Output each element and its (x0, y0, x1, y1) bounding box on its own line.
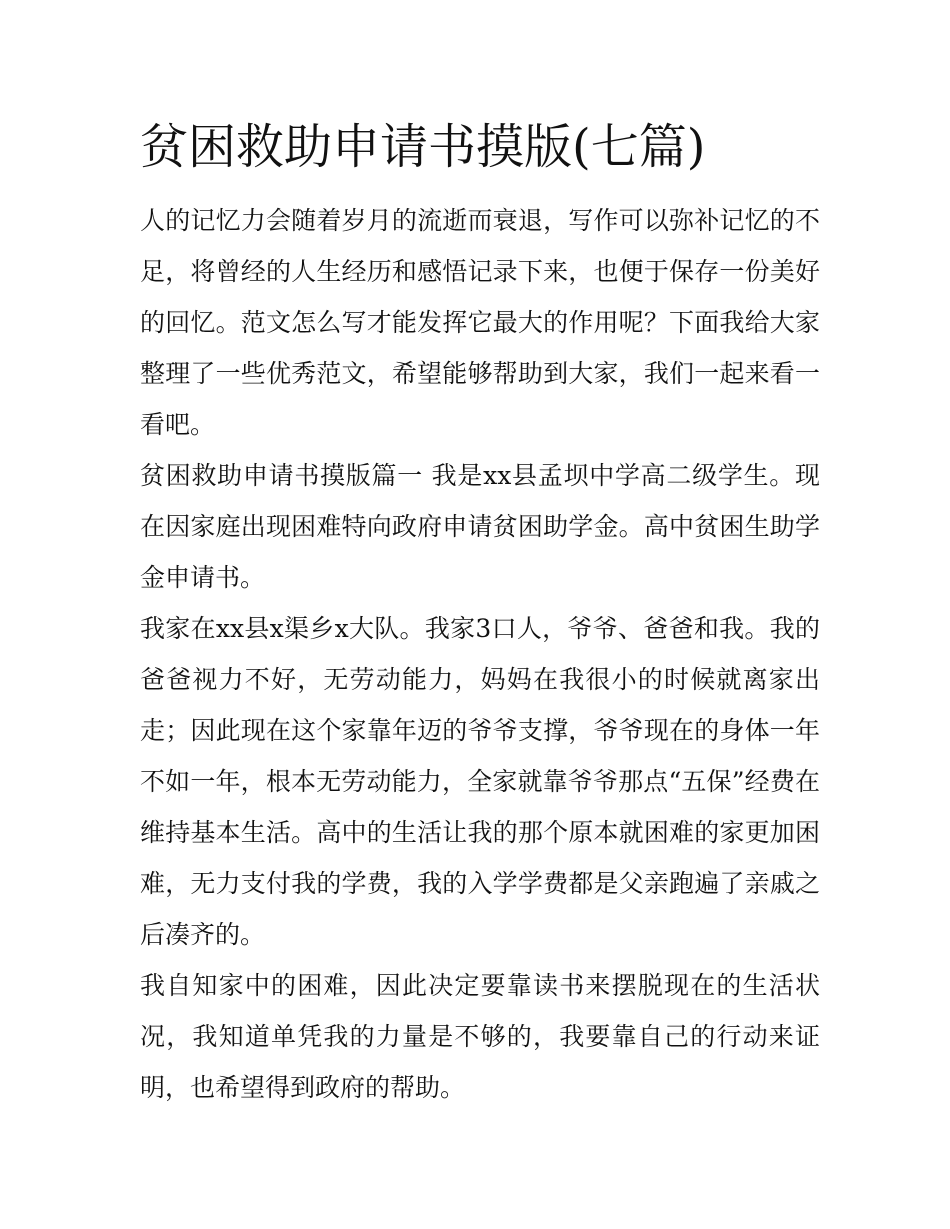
paragraph-intro: 人的记忆力会随着岁月的流逝而衰退，写作可以弥补记忆的不足，将曾经的人生经历和感悟记录下来，也便于保存一份美好的回忆。范文怎么写才能发挥它最大的作用呢？下面我给大家整理了一些优秀范文，希望能够帮助到大家，我们一起来看一看吧。 (140, 206, 820, 439)
paragraph-1: 贫困救助申请书摸版篇一 我是xx县孟坝中学高二级学生。现在因家庭出现困难特向政府申请贫困助学金。高中贫困生助学金申请书。 (140, 461, 820, 592)
paragraph-2: 我家在xx县x渠乡x大队。我家3口人，爷爷、爸爸和我。我的爸爸视力不好，无劳动能力，妈妈在我很小的时候就离家出走；因此现在这个家靠年迈的爷爷支撑，爷爷现在的身体一年不如一年，根本无劳动能力，全家就靠爷爷那点“五保”经费在维持基本生活。高中的生活让我的那个原本就困难的家更加困难，无力支付我的学费，我的入学学费都是父亲跑遍了亲戚之后凑齐的。 (140, 614, 820, 949)
page-title: 贫困救助申请书摸版(七篇) (140, 119, 706, 175)
paragraph-3: 我自知家中的困难，因此决定要靠读书来摆脱现在的生活状况，我知道单凭我的力量是不够的，我要靠自己的行动来证明，也希望得到政府的帮助。 (140, 971, 820, 1102)
document-body (140, 195, 820, 1113)
